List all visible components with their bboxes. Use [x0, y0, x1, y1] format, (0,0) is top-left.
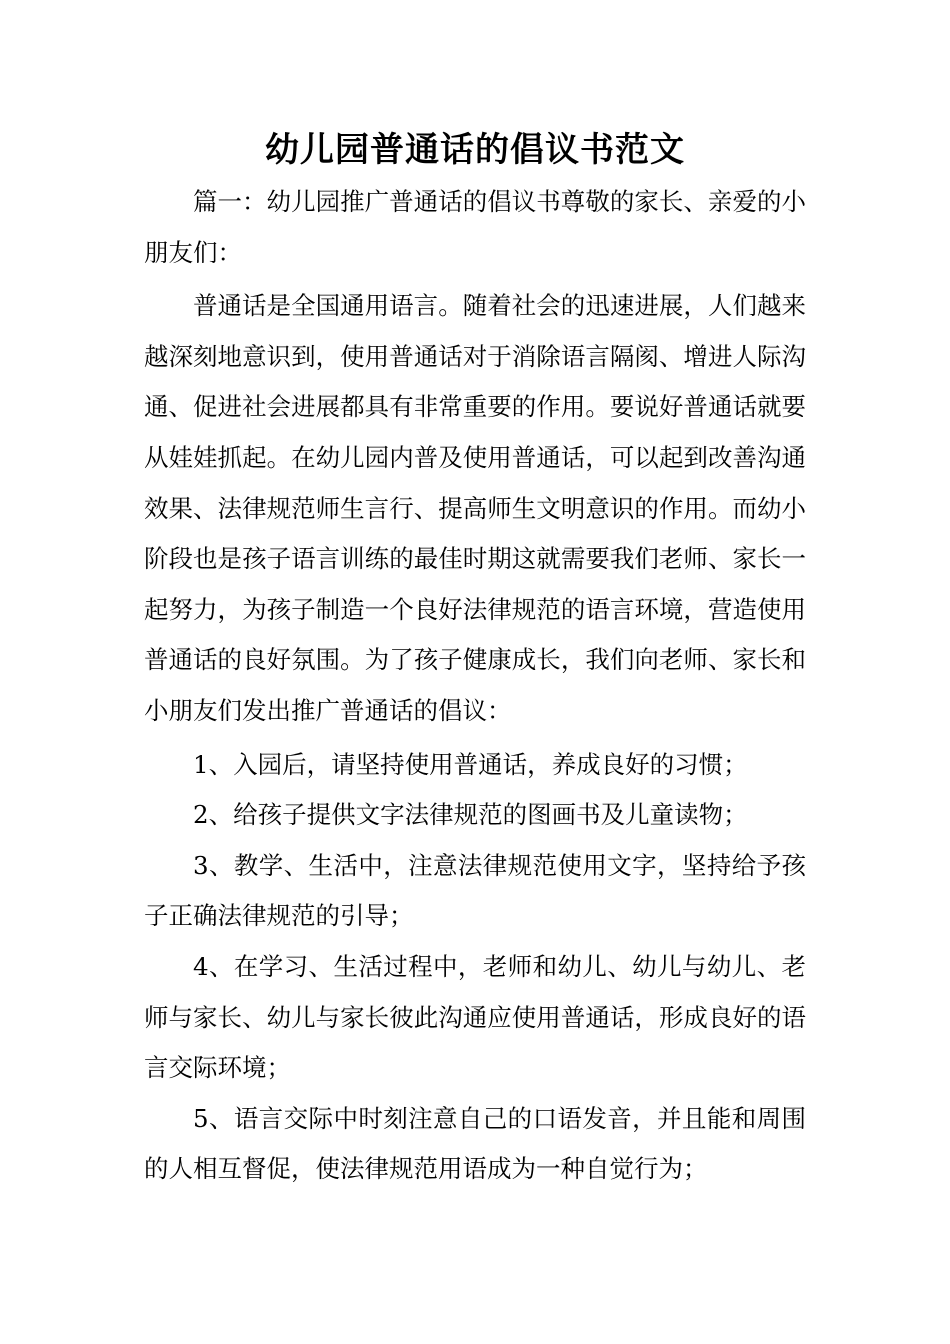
paragraph-item-1: 1、入园后，请坚持使用普通话，养成良好的习惯；: [193, 749, 748, 779]
paragraph-intro: 篇一：幼儿园推广普通话的倡议书尊敬的家长、亲爱的小朋友们：: [144, 187, 806, 267]
paragraph-item-3: 3、教学、生活中，注意法律规范使用文字，坚持给予孩子正确法律规范的引导；: [144, 850, 806, 931]
document-body: [144, 177, 806, 1195]
paragraph-main: 普通话是全国通用语言。随着社会的迅速进展，人们越来越深刻地意识到，使用普通话对于消除语言隔阂、增进人际沟通、促进社会进展都具有非常重要的作用。要说好普通话就要从娃娃抓起。在幼儿园内普及使用普通话，可以起到改善沟通效果、法律规范师生言行、提高师生文明意识的作用。而幼小阶段也是孩子语言训练的最佳时期这就需要我们老师、家长一起努力，为孩子制造一个良好法律规范的语言环境，营造使用普通话的良好氛围。为了孩子健康成长，我们向老师、家长和小朋友们发出推广普通话的倡议：: [144, 291, 806, 725]
paragraph-item-5: 5、语言交际中时刻注意自己的口语发音，并且能和周围的人相互督促，使法律规范用语成为一种自觉行为；: [144, 1103, 806, 1184]
document-title: 幼儿园普通话的倡议书范文: [265, 130, 685, 170]
paragraph-item-2: 2、给孩子提供文字法律规范的图画书及儿童读物；: [193, 800, 748, 830]
paragraph-item-4: 4、在学习、生活过程中，老师和幼儿、幼儿与幼儿、老师与家长、幼儿与家长彼此沟通应使用普通话，形成良好的语言交际环境；: [144, 951, 806, 1083]
